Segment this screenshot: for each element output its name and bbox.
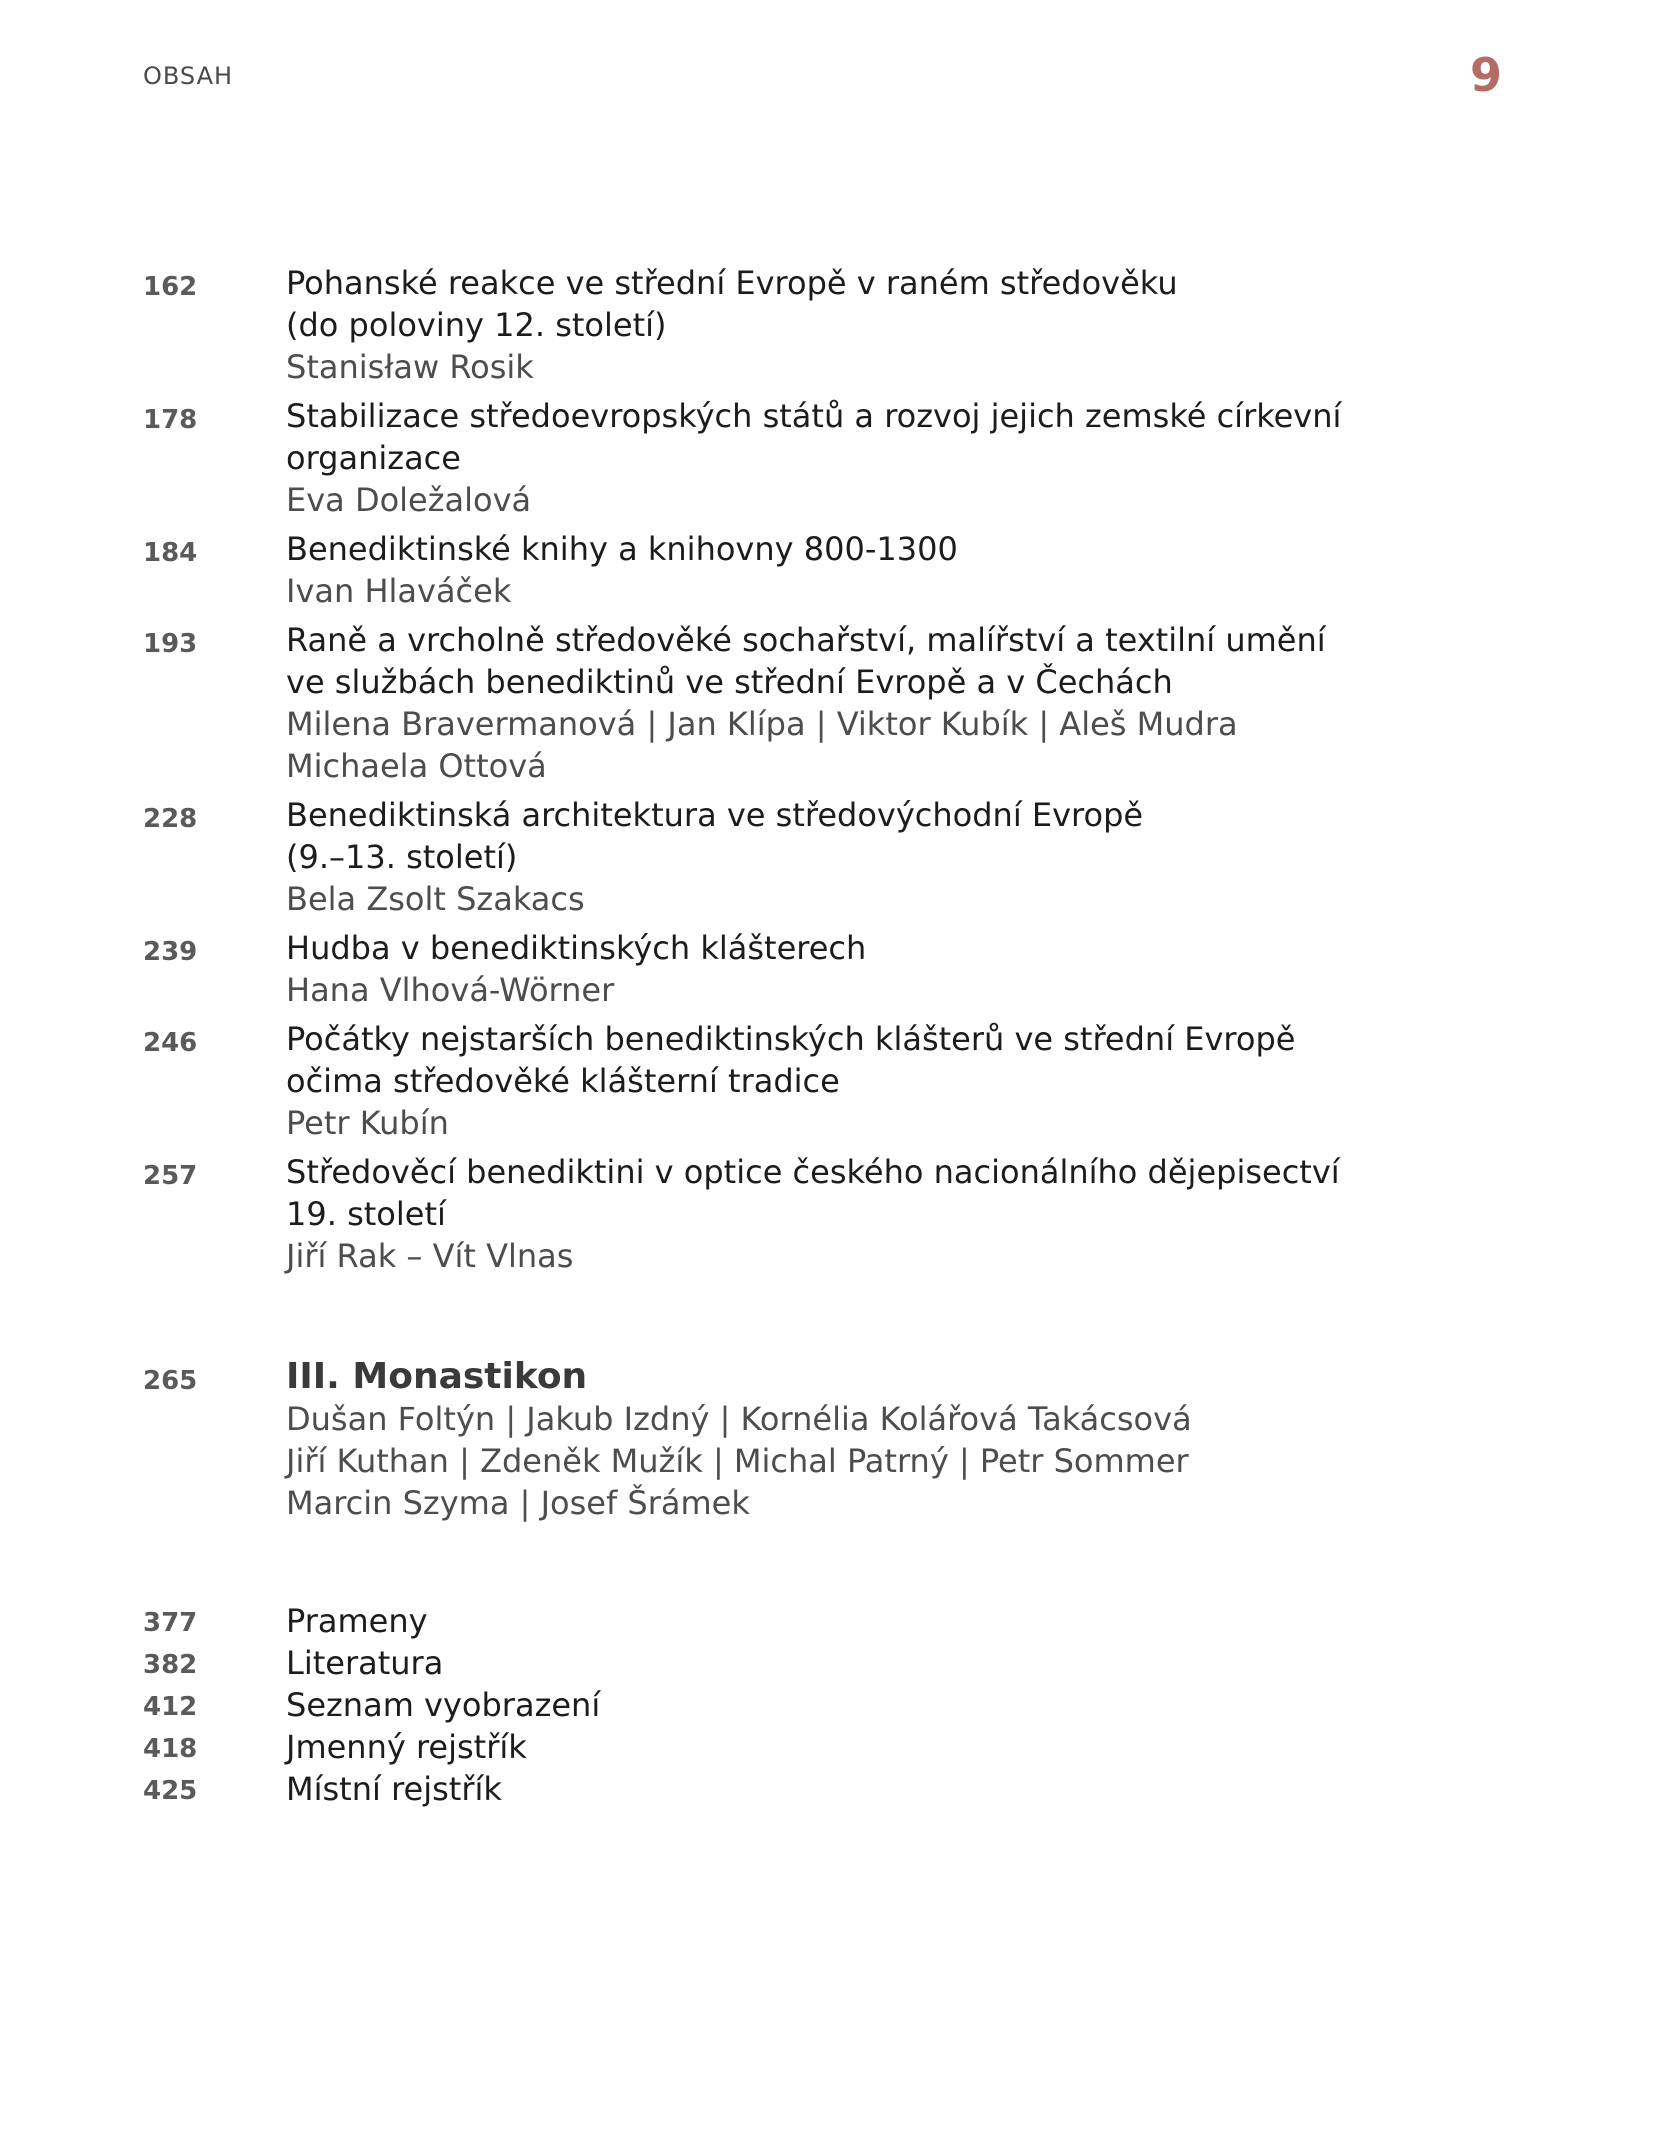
back-matter-page-number: 425 (143, 1776, 198, 1806)
toc-page-number: 162 (143, 272, 198, 302)
page-number: 9 (1469, 48, 1502, 102)
toc-page-number: 239 (143, 937, 198, 967)
toc-title-line: organizace (286, 439, 461, 477)
section-title: III. Monastikon (286, 1356, 588, 1397)
toc-title-line: Stabilizace středoevropských států a rozvoj jejich zemské církevní (286, 397, 1342, 435)
toc-author-line: Bela Zsolt Szakacs (286, 880, 585, 918)
toc-title-line: (9.–13. století) (286, 838, 518, 876)
back-matter-title: Literatura (286, 1644, 444, 1682)
toc-title-line: Počátky nejstarších benediktinských klášterů ve střední Evropě (286, 1020, 1296, 1058)
back-matter-title: Seznam vyobrazení (286, 1686, 601, 1724)
toc-page-number: 184 (143, 538, 198, 568)
toc-title-line: (do poloviny 12. století) (286, 306, 667, 344)
toc-author-line: Jiří Rak – Vít Vlnas (286, 1237, 574, 1275)
toc-page-number: 246 (143, 1028, 198, 1058)
back-matter-page-number: 377 (143, 1608, 198, 1638)
toc-entry[interactable] (0, 794, 1654, 920)
section-entry[interactable] (0, 1356, 1654, 1524)
table-of-contents (0, 262, 1654, 1810)
toc-author-line: Stanisław Rosik (286, 348, 534, 386)
toc-title-line: ve službách benediktinů ve střední Evropě a v Čechách (286, 663, 1173, 701)
back-matter-entry[interactable] (0, 1642, 1654, 1684)
back-matter-entry[interactable] (0, 1684, 1654, 1726)
toc-author-line: Petr Kubín (286, 1104, 449, 1142)
toc-title-line: Pohanské reakce ve střední Evropě v raném středověku (286, 264, 1178, 302)
toc-entry[interactable] (0, 395, 1654, 521)
toc-author-line: Eva Doležalová (286, 481, 532, 519)
toc-entry[interactable] (0, 1151, 1654, 1277)
toc-title-line: Středověcí benediktini v optice českého nacionálního dějepisectví (286, 1153, 1340, 1191)
toc-entry[interactable] (0, 1018, 1654, 1144)
toc-entry[interactable] (0, 619, 1654, 787)
back-matter-page-number: 418 (143, 1734, 198, 1764)
back-matter-title: Místní rejstřík (286, 1770, 502, 1808)
back-matter-title: Jmenný rejstřík (286, 1728, 527, 1766)
toc-page-number: 178 (143, 405, 198, 435)
toc-author-line: Ivan Hlaváček (286, 572, 512, 610)
back-matter-page-number: 412 (143, 1692, 198, 1722)
toc-title-line: 19. století (286, 1195, 446, 1233)
toc-title-line: Hudba v benediktinských klášterech (286, 929, 867, 967)
toc-title-line: Raně a vrcholně středověké sochařství, malířství a textilní umění (286, 621, 1326, 659)
toc-title-line: Benediktinské knihy a knihovny 800-1300 (286, 530, 958, 568)
back-matter-title: Prameny (286, 1602, 428, 1640)
toc-page-number: 257 (143, 1161, 198, 1191)
toc-title-line: Benediktinská architektura ve středovýchodní Evropě (286, 796, 1144, 834)
back-matter-list (0, 1600, 1654, 1810)
toc-page-number: 228 (143, 804, 198, 834)
toc-page-number: 193 (143, 629, 198, 659)
chapter-list (0, 262, 1654, 1277)
toc-entry[interactable] (0, 528, 1654, 612)
back-matter-entry[interactable] (0, 1726, 1654, 1768)
back-matter-entry[interactable] (0, 1768, 1654, 1810)
toc-title-line: očima středověké klášterní tradice (286, 1062, 840, 1100)
section-author-line: Dušan Foltýn | Jakub Izdný | Kornélia Kolářová Takácsová (286, 1400, 1192, 1438)
toc-author-line: Hana Vlhová-Wörner (286, 971, 615, 1009)
running-header: OBSAH (143, 62, 234, 90)
toc-author-line: Michaela Ottová (286, 747, 547, 785)
back-matter-entry[interactable] (0, 1600, 1654, 1642)
toc-author-line: Milena Bravermanová | Jan Klípa | Viktor Kubík | Aleš Mudra (286, 705, 1238, 743)
section-author-line: Marcin Szyma | Josef Šrámek (286, 1484, 750, 1522)
toc-entry[interactable] (0, 927, 1654, 1011)
toc-entry[interactable] (0, 262, 1654, 388)
section-page-number: 265 (143, 1366, 198, 1396)
back-matter-page-number: 382 (143, 1650, 198, 1680)
section-author-line: Jiří Kuthan | Zdeněk Mužík | Michal Patrný | Petr Sommer (286, 1442, 1189, 1480)
